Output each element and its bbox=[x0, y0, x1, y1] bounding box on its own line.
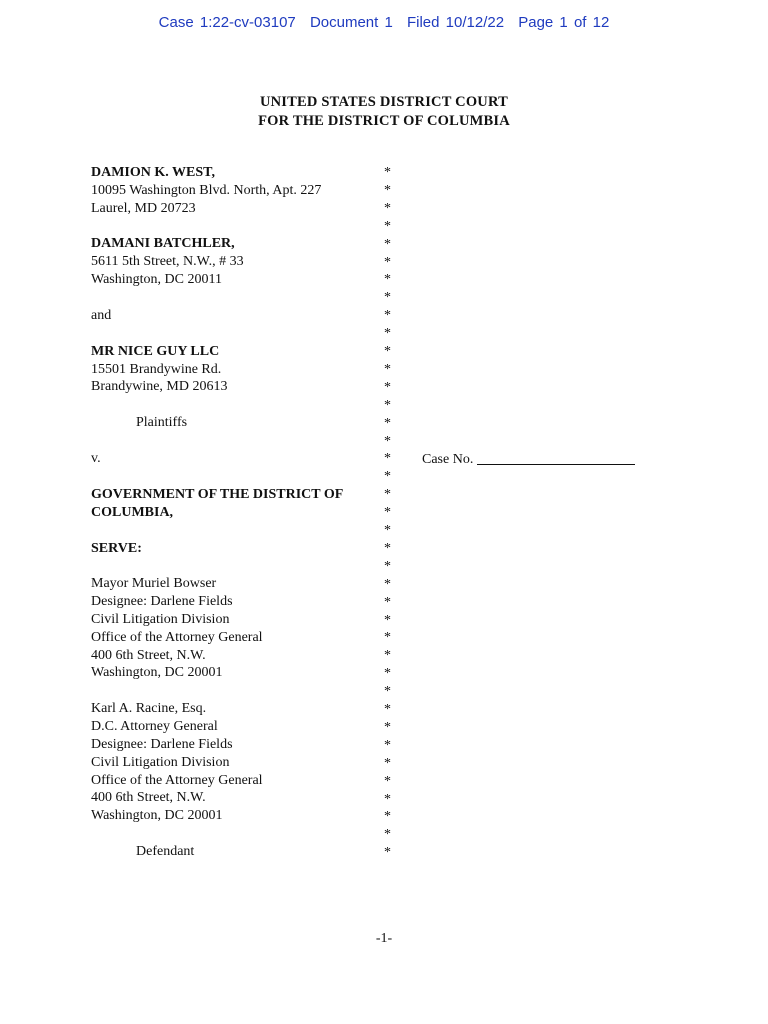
serve-1-line3: Civil Litigation Division bbox=[91, 612, 230, 627]
conjunction-and: and bbox=[91, 308, 112, 323]
serve-2-line5: Office of the Attorney General bbox=[91, 773, 263, 788]
plaintiff-3-address-line2: Brandywine, MD 20613 bbox=[91, 379, 228, 394]
serve-2-line4: Civil Litigation Division bbox=[91, 755, 230, 770]
plaintiff-3-name: MR NICE GUY LLC bbox=[91, 344, 220, 359]
plaintiff-1-address-line1: 10095 Washington Blvd. North, Apt. 227 bbox=[91, 183, 322, 198]
plaintiff-2-name: DAMANI BATCHLER, bbox=[91, 236, 235, 251]
court-title-line1: UNITED STATES DISTRICT COURT bbox=[259, 94, 509, 110]
caption-asterisk: * bbox=[384, 594, 391, 610]
caption-asterisk: * bbox=[384, 827, 391, 843]
caption-asterisk: * bbox=[384, 630, 391, 646]
plaintiff-2-address-line1: 5611 5th Street, N.W., # 33 bbox=[91, 254, 244, 269]
document-header bbox=[0, 14, 768, 31]
caption-asterisk: * bbox=[384, 218, 391, 234]
case-number-field bbox=[422, 450, 635, 469]
caption-asterisk: * bbox=[384, 469, 391, 485]
serve-1-line4: Office of the Attorney General bbox=[91, 630, 263, 645]
caption-asterisk: * bbox=[384, 540, 391, 556]
caption-asterisk: * bbox=[384, 702, 391, 717]
serve-heading: SERVE: bbox=[91, 541, 142, 556]
court-title bbox=[0, 93, 768, 131]
header-page-count: Page 1 of 12 bbox=[518, 14, 610, 31]
header-filed-date: Filed 10/12/22 bbox=[406, 14, 505, 31]
caption-asterisk: * bbox=[384, 666, 391, 682]
serve-1-line1: Mayor Muriel Bowser bbox=[91, 576, 217, 591]
caption-asterisk: * bbox=[384, 361, 391, 377]
caption-asterisk: * bbox=[384, 344, 391, 359]
caption-asterisk: * bbox=[384, 397, 391, 413]
serve-1-line6: Washington, DC 20001 bbox=[91, 665, 223, 680]
case-number-label: Case No. bbox=[422, 452, 474, 467]
defendant-name-line1: GOVERNMENT OF THE DISTRICT OF bbox=[91, 487, 344, 502]
caption-asterisk: * bbox=[384, 576, 391, 592]
court-title-line2: FOR THE DISTRICT OF COLUMBIA bbox=[258, 113, 510, 129]
serve-2-line7: Washington, DC 20001 bbox=[91, 808, 223, 823]
caption-asterisk: * bbox=[384, 415, 391, 431]
versus: v. bbox=[91, 451, 101, 466]
plaintiff-3-address-line1: 15501 Brandywine Rd. bbox=[91, 362, 222, 377]
caption-asterisk: * bbox=[384, 272, 391, 288]
caption-asterisk: * bbox=[384, 451, 391, 467]
caption-asterisk: * bbox=[384, 845, 391, 861]
serve-2-line3: Designee: Darlene Fields bbox=[91, 737, 233, 752]
case-number-blank-line bbox=[477, 450, 635, 465]
caption-asterisk: * bbox=[384, 612, 391, 628]
caption-asterisk: * bbox=[384, 809, 391, 825]
header-case-number: Case 1:22-cv-03107 bbox=[158, 14, 296, 31]
caption-asterisk: * bbox=[384, 200, 391, 216]
caption-asterisk: * bbox=[384, 379, 391, 395]
caption-asterisk: * bbox=[384, 487, 391, 503]
caption-asterisk: * bbox=[384, 684, 391, 700]
caption-asterisk: * bbox=[384, 773, 391, 789]
caption-asterisk: * bbox=[384, 719, 391, 735]
caption-asterisk: * bbox=[384, 254, 391, 270]
serve-2-line2: D.C. Attorney General bbox=[91, 719, 218, 734]
caption-asterisk: * bbox=[384, 236, 391, 252]
caption-asterisk: * bbox=[384, 165, 391, 180]
defendant-name-line2: COLUMBIA, bbox=[91, 505, 174, 520]
serve-1-line5: 400 6th Street, N.W. bbox=[91, 648, 206, 663]
defendant-label: Defendant bbox=[136, 844, 195, 859]
plaintiff-1-name: DAMION K. WEST, bbox=[91, 165, 215, 180]
caption-asterisk: * bbox=[384, 523, 391, 538]
page-number: -1- bbox=[375, 931, 393, 946]
caption-asterisk: * bbox=[384, 433, 391, 449]
caption-asterisk: * bbox=[384, 737, 391, 753]
caption-asterisk: * bbox=[384, 791, 391, 807]
serve-2-line6: 400 6th Street, N.W. bbox=[91, 790, 206, 805]
caption-asterisk: * bbox=[384, 505, 391, 521]
caption-asterisk: * bbox=[384, 648, 391, 664]
plaintiffs-label: Plaintiffs bbox=[136, 415, 188, 430]
serve-1-line2: Designee: Darlene Fields bbox=[91, 594, 233, 609]
plaintiff-2-address-line2: Washington, DC 20011 bbox=[91, 272, 222, 287]
caption-asterisk: * bbox=[384, 290, 391, 306]
caption-asterisk: * bbox=[384, 182, 391, 198]
serve-2-line1: Karl A. Racine, Esq. bbox=[91, 701, 207, 716]
plaintiff-1-address-line2: Laurel, MD 20723 bbox=[91, 201, 196, 216]
caption-asterisk: * bbox=[384, 755, 391, 771]
caption-asterisk: * bbox=[384, 326, 391, 342]
header-document-number: Document 1 bbox=[309, 14, 393, 31]
caption-asterisk: * bbox=[384, 558, 391, 574]
caption-asterisk: * bbox=[384, 308, 391, 324]
